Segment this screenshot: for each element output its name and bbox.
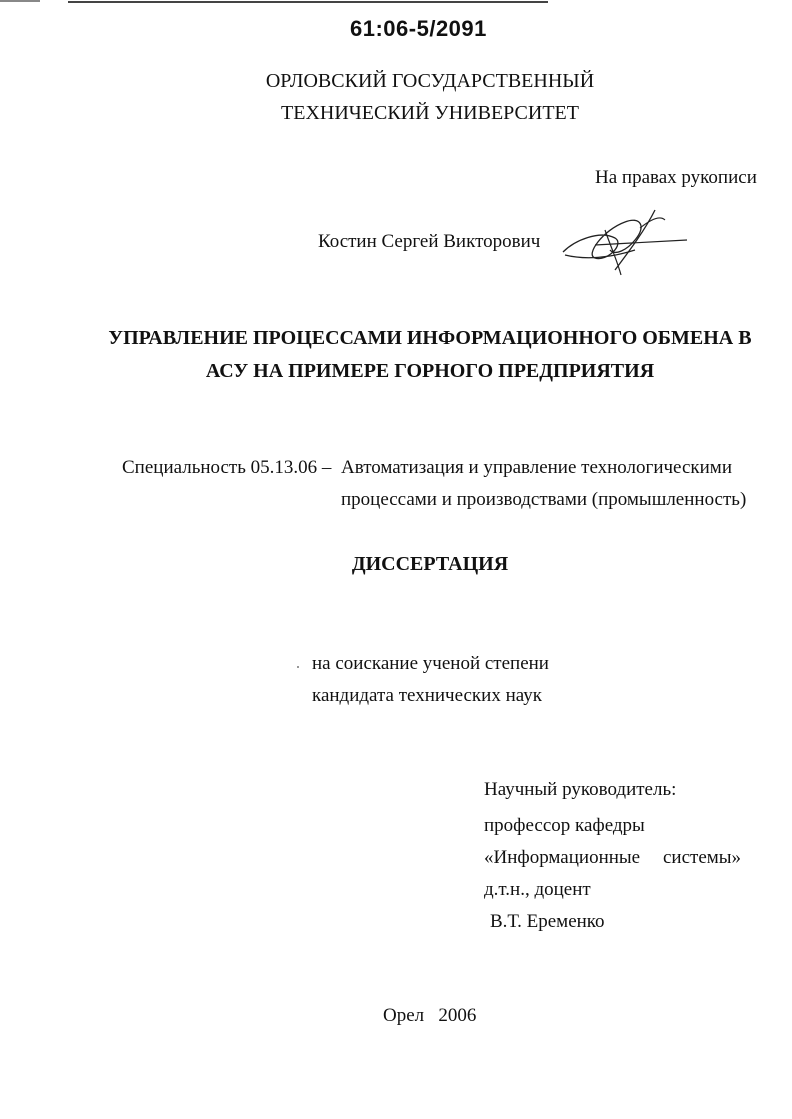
degree-line-1: на соискание ученой степени bbox=[312, 653, 549, 674]
scan-edge-line bbox=[68, 1, 548, 3]
scan-edge-line bbox=[0, 0, 40, 2]
supervisor-name: В.Т. Еременко bbox=[490, 911, 605, 932]
supervisor-department-part-2: системы» bbox=[663, 847, 742, 868]
manuscript-rights-note: На правах рукописи bbox=[595, 167, 757, 188]
dissertation-title-line-2: АСУ НА ПРИМЕРЕ ГОРНОГО ПРЕДПРИЯТИЯ bbox=[205, 360, 655, 382]
signature-icon bbox=[555, 200, 695, 280]
university-name-line-2: ТЕХНИЧЕСКИЙ УНИВЕРСИТЕТ bbox=[281, 102, 579, 124]
university-name-line-1: ОРЛОВСКИЙ ГОСУДАРСТВЕННЫЙ bbox=[265, 70, 595, 92]
supervisor-department-part-1: «Информационные bbox=[484, 847, 641, 868]
specialty-description-line-2: процессами и производствами (промышленность) bbox=[341, 489, 747, 510]
specialty-label: Специальность 05.13.06 – bbox=[122, 457, 332, 478]
specialty-description-line-1: Автоматизация и управление технологическими bbox=[341, 457, 732, 478]
scan-speck bbox=[297, 666, 299, 668]
dissertation-title-line-1: УПРАВЛЕНИЕ ПРОЦЕССАМИ ИНФОРМАЦИОННОГО ОБМЕНА В bbox=[108, 327, 752, 349]
supervisor-heading: Научный руководитель: bbox=[484, 779, 677, 800]
author-name: Костин Сергей Викторович bbox=[318, 231, 541, 252]
degree-line-2: кандидата технических наук bbox=[312, 685, 542, 706]
archive-number: 61:06-5/2091 bbox=[350, 16, 487, 41]
supervisor-position: профессор кафедры bbox=[484, 815, 645, 836]
supervisor-degree: д.т.н., доцент bbox=[484, 879, 591, 900]
document-type: ДИССЕРТАЦИЯ bbox=[351, 553, 509, 575]
place-and-year: Орел 2006 bbox=[383, 1005, 477, 1026]
